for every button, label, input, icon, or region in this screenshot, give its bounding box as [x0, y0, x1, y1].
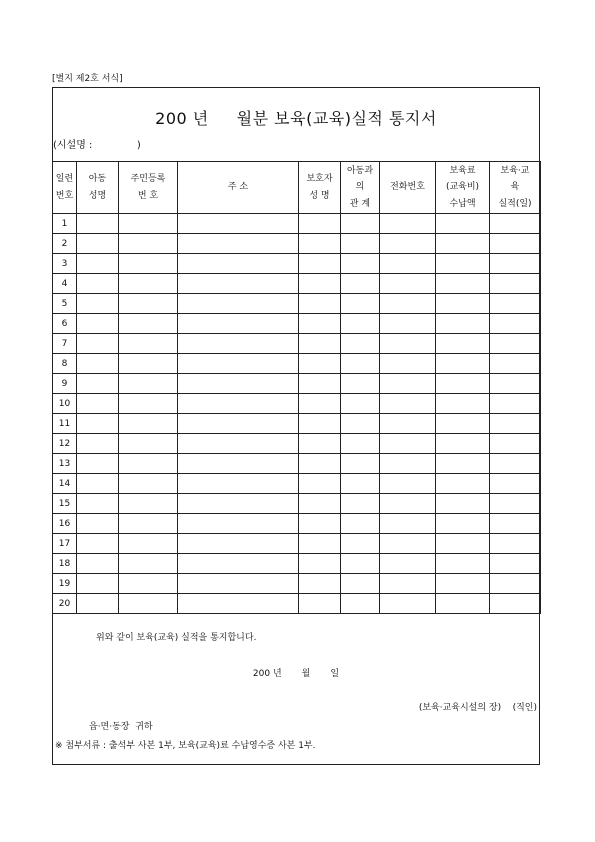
row-number: 7	[53, 334, 77, 354]
table-cell[interactable]	[178, 234, 299, 254]
table-cell[interactable]	[178, 474, 299, 494]
table-cell[interactable]	[299, 414, 341, 434]
table-cell[interactable]	[119, 254, 178, 274]
table-cell[interactable]	[490, 314, 541, 334]
table-cell[interactable]	[178, 594, 299, 614]
table-row	[53, 314, 541, 334]
table-cell[interactable]	[490, 534, 541, 554]
row-number: 11	[53, 414, 77, 434]
table-cell[interactable]	[341, 334, 380, 354]
table-cell[interactable]	[77, 574, 119, 594]
table-cell[interactable]	[341, 234, 380, 254]
column-header: 보육료 (교육비) 수납액	[436, 162, 490, 214]
column-header: 보호자 성 명	[299, 162, 341, 214]
row-number: 16	[53, 514, 77, 534]
row-number: 10	[53, 394, 77, 414]
facility-name-field: (시설명 : )	[53, 140, 141, 151]
table-cell[interactable]	[119, 434, 178, 454]
table-cell[interactable]	[490, 594, 541, 614]
table-cell[interactable]	[119, 474, 178, 494]
table-cell[interactable]	[178, 574, 299, 594]
table-cell[interactable]	[490, 574, 541, 594]
table-cell[interactable]	[436, 474, 490, 494]
table-row	[53, 254, 541, 274]
table-cell[interactable]	[77, 334, 119, 354]
table-cell[interactable]	[77, 414, 119, 434]
table-cell[interactable]	[341, 414, 380, 434]
row-number: 3	[53, 254, 77, 274]
table-cell[interactable]	[436, 274, 490, 294]
table-cell[interactable]	[341, 494, 380, 514]
form-label: [별지 제2호 서식]	[52, 74, 123, 84]
table-cell[interactable]	[341, 594, 380, 614]
table-cell[interactable]	[77, 394, 119, 414]
table-cell[interactable]	[77, 454, 119, 474]
table-cell[interactable]	[436, 314, 490, 334]
signature-line: (보육·교육시설의 장) (직인)	[418, 703, 537, 713]
table-cell[interactable]	[178, 334, 299, 354]
table-cell[interactable]	[77, 254, 119, 274]
table-cell[interactable]	[490, 214, 541, 234]
table-cell[interactable]	[380, 234, 436, 254]
table-cell[interactable]	[380, 514, 436, 534]
table-cell[interactable]	[490, 434, 541, 454]
column-header: 아동 성명	[77, 162, 119, 214]
table-cell[interactable]	[380, 374, 436, 394]
table-cell[interactable]	[178, 494, 299, 514]
table-cell[interactable]	[341, 374, 380, 394]
table-cell[interactable]	[77, 434, 119, 454]
table-row	[53, 334, 541, 354]
table-cell[interactable]	[299, 514, 341, 534]
table-row	[53, 494, 541, 514]
table-cell[interactable]	[436, 214, 490, 234]
table-cell[interactable]	[341, 314, 380, 334]
table-cell[interactable]	[119, 574, 178, 594]
table-cell[interactable]	[341, 474, 380, 494]
table-cell[interactable]	[436, 434, 490, 454]
table-cell[interactable]	[341, 434, 380, 454]
table-cell[interactable]	[490, 554, 541, 574]
table-cell[interactable]	[380, 394, 436, 414]
row-number: 14	[53, 474, 77, 494]
table-cell[interactable]	[341, 354, 380, 374]
table-cell[interactable]	[178, 254, 299, 274]
table-cell[interactable]	[77, 354, 119, 374]
table-cell[interactable]	[341, 214, 380, 234]
table-cell[interactable]	[299, 234, 341, 254]
table-cell[interactable]	[299, 494, 341, 514]
recipient-line: 읍·면·동장 귀하	[89, 722, 153, 732]
table-cell[interactable]	[119, 554, 178, 574]
column-header: 주민등록 번 호	[119, 162, 178, 214]
table-body	[53, 214, 541, 614]
table-cell[interactable]	[77, 554, 119, 574]
table-cell[interactable]	[490, 514, 541, 534]
row-number: 17	[53, 534, 77, 554]
table-row	[53, 534, 541, 554]
table-cell[interactable]	[119, 394, 178, 414]
table-cell[interactable]	[299, 454, 341, 474]
table-cell[interactable]	[77, 314, 119, 334]
table-cell[interactable]	[77, 374, 119, 394]
table-cell[interactable]	[436, 574, 490, 594]
record-table	[52, 161, 541, 614]
table-row	[53, 374, 541, 394]
table-cell[interactable]	[380, 254, 436, 274]
table-cell[interactable]	[77, 534, 119, 554]
table-cell[interactable]	[119, 314, 178, 334]
table-cell[interactable]	[436, 494, 490, 514]
table-cell[interactable]	[299, 294, 341, 314]
table-header-row	[53, 162, 541, 214]
table-cell[interactable]	[77, 514, 119, 534]
row-number: 18	[53, 554, 77, 574]
row-number: 6	[53, 314, 77, 334]
row-number: 8	[53, 354, 77, 374]
table-cell[interactable]	[436, 514, 490, 534]
table-cell[interactable]	[119, 414, 178, 434]
table-cell[interactable]	[299, 594, 341, 614]
table-cell[interactable]	[380, 334, 436, 354]
table-cell[interactable]	[178, 294, 299, 314]
table-row	[53, 394, 541, 414]
column-header: 일련 번호	[53, 162, 77, 214]
table-cell[interactable]	[119, 514, 178, 534]
table-cell[interactable]	[178, 534, 299, 554]
table-cell[interactable]	[490, 414, 541, 434]
table-cell[interactable]	[436, 594, 490, 614]
table-cell[interactable]	[490, 374, 541, 394]
table-cell[interactable]	[341, 274, 380, 294]
column-header: 보육·교 육 실적(일)	[490, 162, 541, 214]
table-cell[interactable]	[380, 534, 436, 554]
table-cell[interactable]	[436, 334, 490, 354]
table-cell[interactable]	[299, 274, 341, 294]
table-cell[interactable]	[490, 454, 541, 474]
table-cell[interactable]	[380, 294, 436, 314]
table-cell[interactable]	[178, 314, 299, 334]
table-cell[interactable]	[178, 214, 299, 234]
table-cell[interactable]	[341, 534, 380, 554]
table-cell[interactable]	[380, 434, 436, 454]
table-cell[interactable]	[299, 254, 341, 274]
table-row	[53, 594, 541, 614]
row-number: 15	[53, 494, 77, 514]
table-cell[interactable]	[77, 594, 119, 614]
table-cell[interactable]	[119, 294, 178, 314]
table-row	[53, 454, 541, 474]
table-cell[interactable]	[490, 494, 541, 514]
row-number: 2	[53, 234, 77, 254]
notification-form	[52, 87, 540, 765]
table-cell[interactable]	[436, 234, 490, 254]
table-cell[interactable]	[77, 494, 119, 514]
table-cell[interactable]	[380, 274, 436, 294]
row-number: 19	[53, 574, 77, 594]
table-cell[interactable]	[178, 434, 299, 454]
row-number: 1	[53, 214, 77, 234]
table-cell[interactable]	[178, 274, 299, 294]
table-cell[interactable]	[119, 274, 178, 294]
row-number: 13	[53, 454, 77, 474]
table-cell[interactable]	[436, 294, 490, 314]
table-cell[interactable]	[341, 514, 380, 534]
table-cell[interactable]	[380, 594, 436, 614]
table-cell[interactable]	[178, 454, 299, 474]
table-cell[interactable]	[341, 254, 380, 274]
table-cell[interactable]	[77, 214, 119, 234]
table-cell[interactable]	[178, 374, 299, 394]
table-cell[interactable]	[436, 394, 490, 414]
table-cell[interactable]	[119, 494, 178, 514]
table-row	[53, 414, 541, 434]
table-cell[interactable]	[380, 454, 436, 474]
column-header: 주 소	[178, 162, 299, 214]
table-cell[interactable]	[119, 334, 178, 354]
table-cell[interactable]	[490, 334, 541, 354]
table-cell[interactable]	[299, 574, 341, 594]
table-cell[interactable]	[178, 514, 299, 534]
table-cell[interactable]	[436, 454, 490, 474]
table-cell[interactable]	[341, 394, 380, 414]
table-cell[interactable]	[119, 234, 178, 254]
table-row	[53, 214, 541, 234]
table-cell[interactable]	[380, 354, 436, 374]
table-cell[interactable]	[436, 354, 490, 374]
table-cell[interactable]	[341, 574, 380, 594]
table-cell[interactable]	[436, 374, 490, 394]
table-cell[interactable]	[490, 294, 541, 314]
table-cell[interactable]	[380, 414, 436, 434]
table-row	[53, 474, 541, 494]
table-cell[interactable]	[380, 314, 436, 334]
date-line: 200 년 월 일	[252, 669, 340, 679]
table-cell[interactable]	[341, 554, 380, 574]
table-row	[53, 234, 541, 254]
table-cell[interactable]	[380, 474, 436, 494]
table-cell[interactable]	[119, 594, 178, 614]
row-number: 12	[53, 434, 77, 454]
attachments-note: ※ 첨부서류 : 출석부 사본 1부, 보육(교육)료 수납영수증 사본 1부.	[55, 741, 316, 751]
table-cell[interactable]	[119, 354, 178, 374]
table-cell[interactable]	[119, 454, 178, 474]
page-title: 200 년 월분 보육(교육)실적 통지서	[155, 109, 437, 128]
row-number: 5	[53, 294, 77, 314]
table-cell[interactable]	[490, 474, 541, 494]
table-cell[interactable]	[299, 354, 341, 374]
table-row	[53, 554, 541, 574]
table-cell[interactable]	[490, 394, 541, 414]
table-cell[interactable]	[490, 254, 541, 274]
table-cell[interactable]	[436, 414, 490, 434]
table-cell[interactable]	[299, 534, 341, 554]
table-cell[interactable]	[178, 554, 299, 574]
table-cell[interactable]	[119, 374, 178, 394]
table-cell[interactable]	[299, 554, 341, 574]
table-row	[53, 514, 541, 534]
table-cell[interactable]	[77, 294, 119, 314]
table-cell[interactable]	[299, 374, 341, 394]
table-cell[interactable]	[380, 214, 436, 234]
table-cell[interactable]	[119, 214, 178, 234]
table-cell[interactable]	[490, 354, 541, 374]
notice-text: 위와 같이 보육(교육) 실적을 통지합니다.	[96, 633, 257, 643]
table-cell[interactable]	[436, 534, 490, 554]
table-cell[interactable]	[436, 554, 490, 574]
table-cell[interactable]	[178, 354, 299, 374]
row-number: 4	[53, 274, 77, 294]
table-row	[53, 434, 541, 454]
table-cell[interactable]	[178, 414, 299, 434]
table-cell[interactable]	[299, 434, 341, 454]
table-cell[interactable]	[299, 214, 341, 234]
table-row	[53, 574, 541, 594]
table-cell[interactable]	[341, 294, 380, 314]
table-row	[53, 354, 541, 374]
column-header: 아동과 의 관 계	[341, 162, 380, 214]
table-cell[interactable]	[299, 314, 341, 334]
table-cell[interactable]	[380, 554, 436, 574]
table-row	[53, 294, 541, 314]
table-cell[interactable]	[380, 574, 436, 594]
table-cell[interactable]	[77, 474, 119, 494]
table-cell[interactable]	[436, 254, 490, 274]
column-header: 전화번호	[380, 162, 436, 214]
row-number: 9	[53, 374, 77, 394]
table-cell[interactable]	[380, 494, 436, 514]
table-cell[interactable]	[119, 534, 178, 554]
table-cell[interactable]	[490, 234, 541, 254]
table-cell[interactable]	[77, 234, 119, 254]
table-cell[interactable]	[341, 454, 380, 474]
table-row	[53, 274, 541, 294]
table-cell[interactable]	[77, 274, 119, 294]
table-cell[interactable]	[178, 394, 299, 414]
table-cell[interactable]	[299, 474, 341, 494]
row-number: 20	[53, 594, 77, 614]
table-cell[interactable]	[299, 334, 341, 354]
table-cell[interactable]	[299, 394, 341, 414]
table-cell[interactable]	[490, 274, 541, 294]
